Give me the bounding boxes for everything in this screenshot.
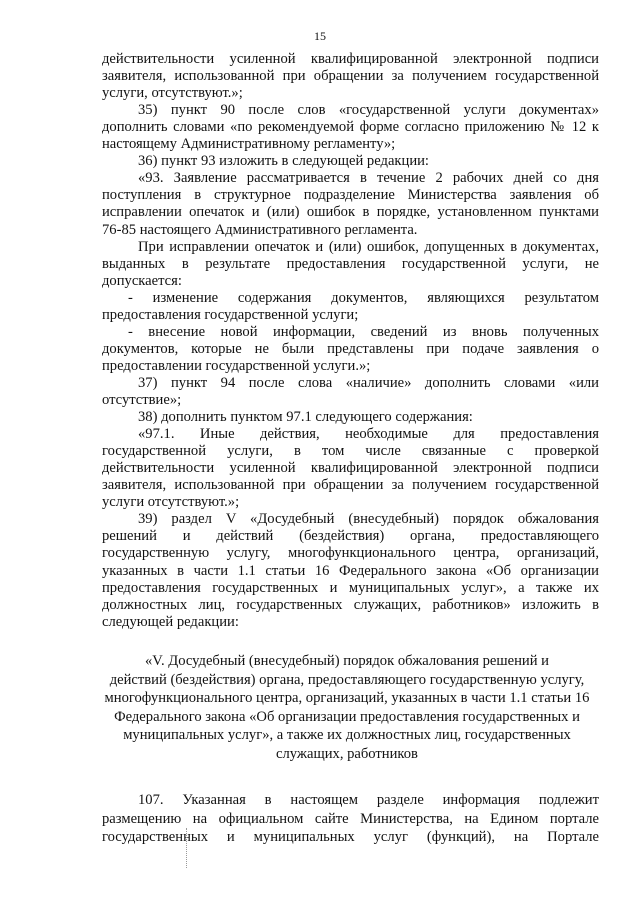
tail-line: 107. Указанная в настоящем разделе информация подлежит	[138, 792, 599, 808]
body-line: указанных в части 1.1 статьи 16 Федерального закона «Об организации	[102, 562, 599, 579]
body-line: 35) пункт 90 после слов «государственной услуги документах»	[138, 102, 599, 119]
body-line: поступления в структурное подразделение Министерства заявления об	[102, 187, 599, 204]
tail-line: размещению на официальном сайте Министерства, на Едином портале	[102, 810, 599, 827]
body-line: 37) пункт 94 после слова «наличие» дополнить словами «или	[138, 374, 599, 391]
page-number: 15	[314, 29, 326, 43]
body-line: действительности усиленной квалифицированной электронной подписи	[102, 51, 599, 67]
body-line: дополнить словами «по рекомендуемой форме согласно приложению № 12 к	[102, 119, 599, 136]
body-line: 38) дополнить пунктом 97.1 следующего содержания:	[138, 409, 473, 426]
body-line: предоставления государственных и муниципальных услуг», а также их	[102, 579, 599, 596]
body-line: 39) раздел V «Досудебный (внесудебный) порядок обжалования	[138, 511, 599, 528]
body-line: государственной услуги, в том числе связанные с проверкой	[102, 443, 599, 460]
section-heading-line: многофункционального центра, организаций, указанных в части 1.1 статьи 16	[104, 690, 590, 707]
section-heading-line: действий (бездействия) органа, предоставляющего государственную услугу,	[109, 671, 585, 688]
body-line: «93. Заявление рассматривается в течение 2 рабочих дней со дня	[138, 170, 599, 187]
section-heading-line: Федерального закона «Об организации предоставления государственных и	[114, 708, 580, 725]
scan-mark	[186, 828, 188, 868]
body-line: заявителя, использованной при обращении за получением государственной	[102, 477, 599, 494]
body-line: заявителя, использованной при обращении за получением государственной	[102, 68, 599, 85]
body-line: выданных в результате предоставления государственной услуги, не	[102, 255, 599, 272]
body-line: При исправлении опечаток и (или) ошибок, допущенных в документах,	[138, 238, 599, 255]
body-line: исправлении опечаток и (или) ошибок в порядке, установленном пунктами	[102, 204, 599, 221]
body-line: 36) пункт 93 изложить в следующей редакции:	[138, 153, 429, 170]
body-line: допускается:	[102, 272, 182, 289]
body-line: предоставлении государственной услуги.»;	[102, 357, 371, 374]
body-line: «97.1. Иные действия, необходимые для предоставления	[138, 426, 599, 443]
body-line: настоящему Административному регламенту»;	[102, 136, 396, 153]
tail-line: государственных и муниципальных услуг (функций), на Портале	[102, 829, 599, 845]
body-line: следующей редакции:	[102, 613, 239, 630]
body-line: документов, которые не были представлены при подаче заявления о	[102, 340, 599, 357]
body-line: предоставления государственной услуги;	[102, 306, 359, 323]
body-line: действительности усиленной квалифицированной электронной подписи	[102, 460, 599, 477]
body-line: услуги, отсутствуют.»;	[102, 85, 243, 102]
body-line: - внесение новой информации, сведений из вновь полученных	[128, 323, 599, 340]
body-line: государственную услугу, многофункционального центра, организаций,	[102, 545, 599, 562]
body-line: - изменение содержания документов, являющихся результатом	[128, 289, 599, 306]
section-heading-line: муниципальных услуг», а также их должностных лиц, государственных	[123, 727, 571, 744]
body-line: 76-85 настоящего Административного регламента.	[102, 221, 418, 238]
section-heading-line: «V. Досудебный (внесудебный) порядок обжалования решений и	[145, 653, 549, 669]
body-line: услуги отсутствуют.»;	[102, 494, 240, 511]
body-line: отсутствие»;	[102, 392, 182, 408]
section-heading-line: служащих, работников	[276, 746, 418, 762]
body-line: решений и действий (бездействия) органа, предоставляющего	[102, 528, 599, 545]
body-line: должностных лиц, государственных служащих, работников» изложить в	[102, 596, 599, 613]
